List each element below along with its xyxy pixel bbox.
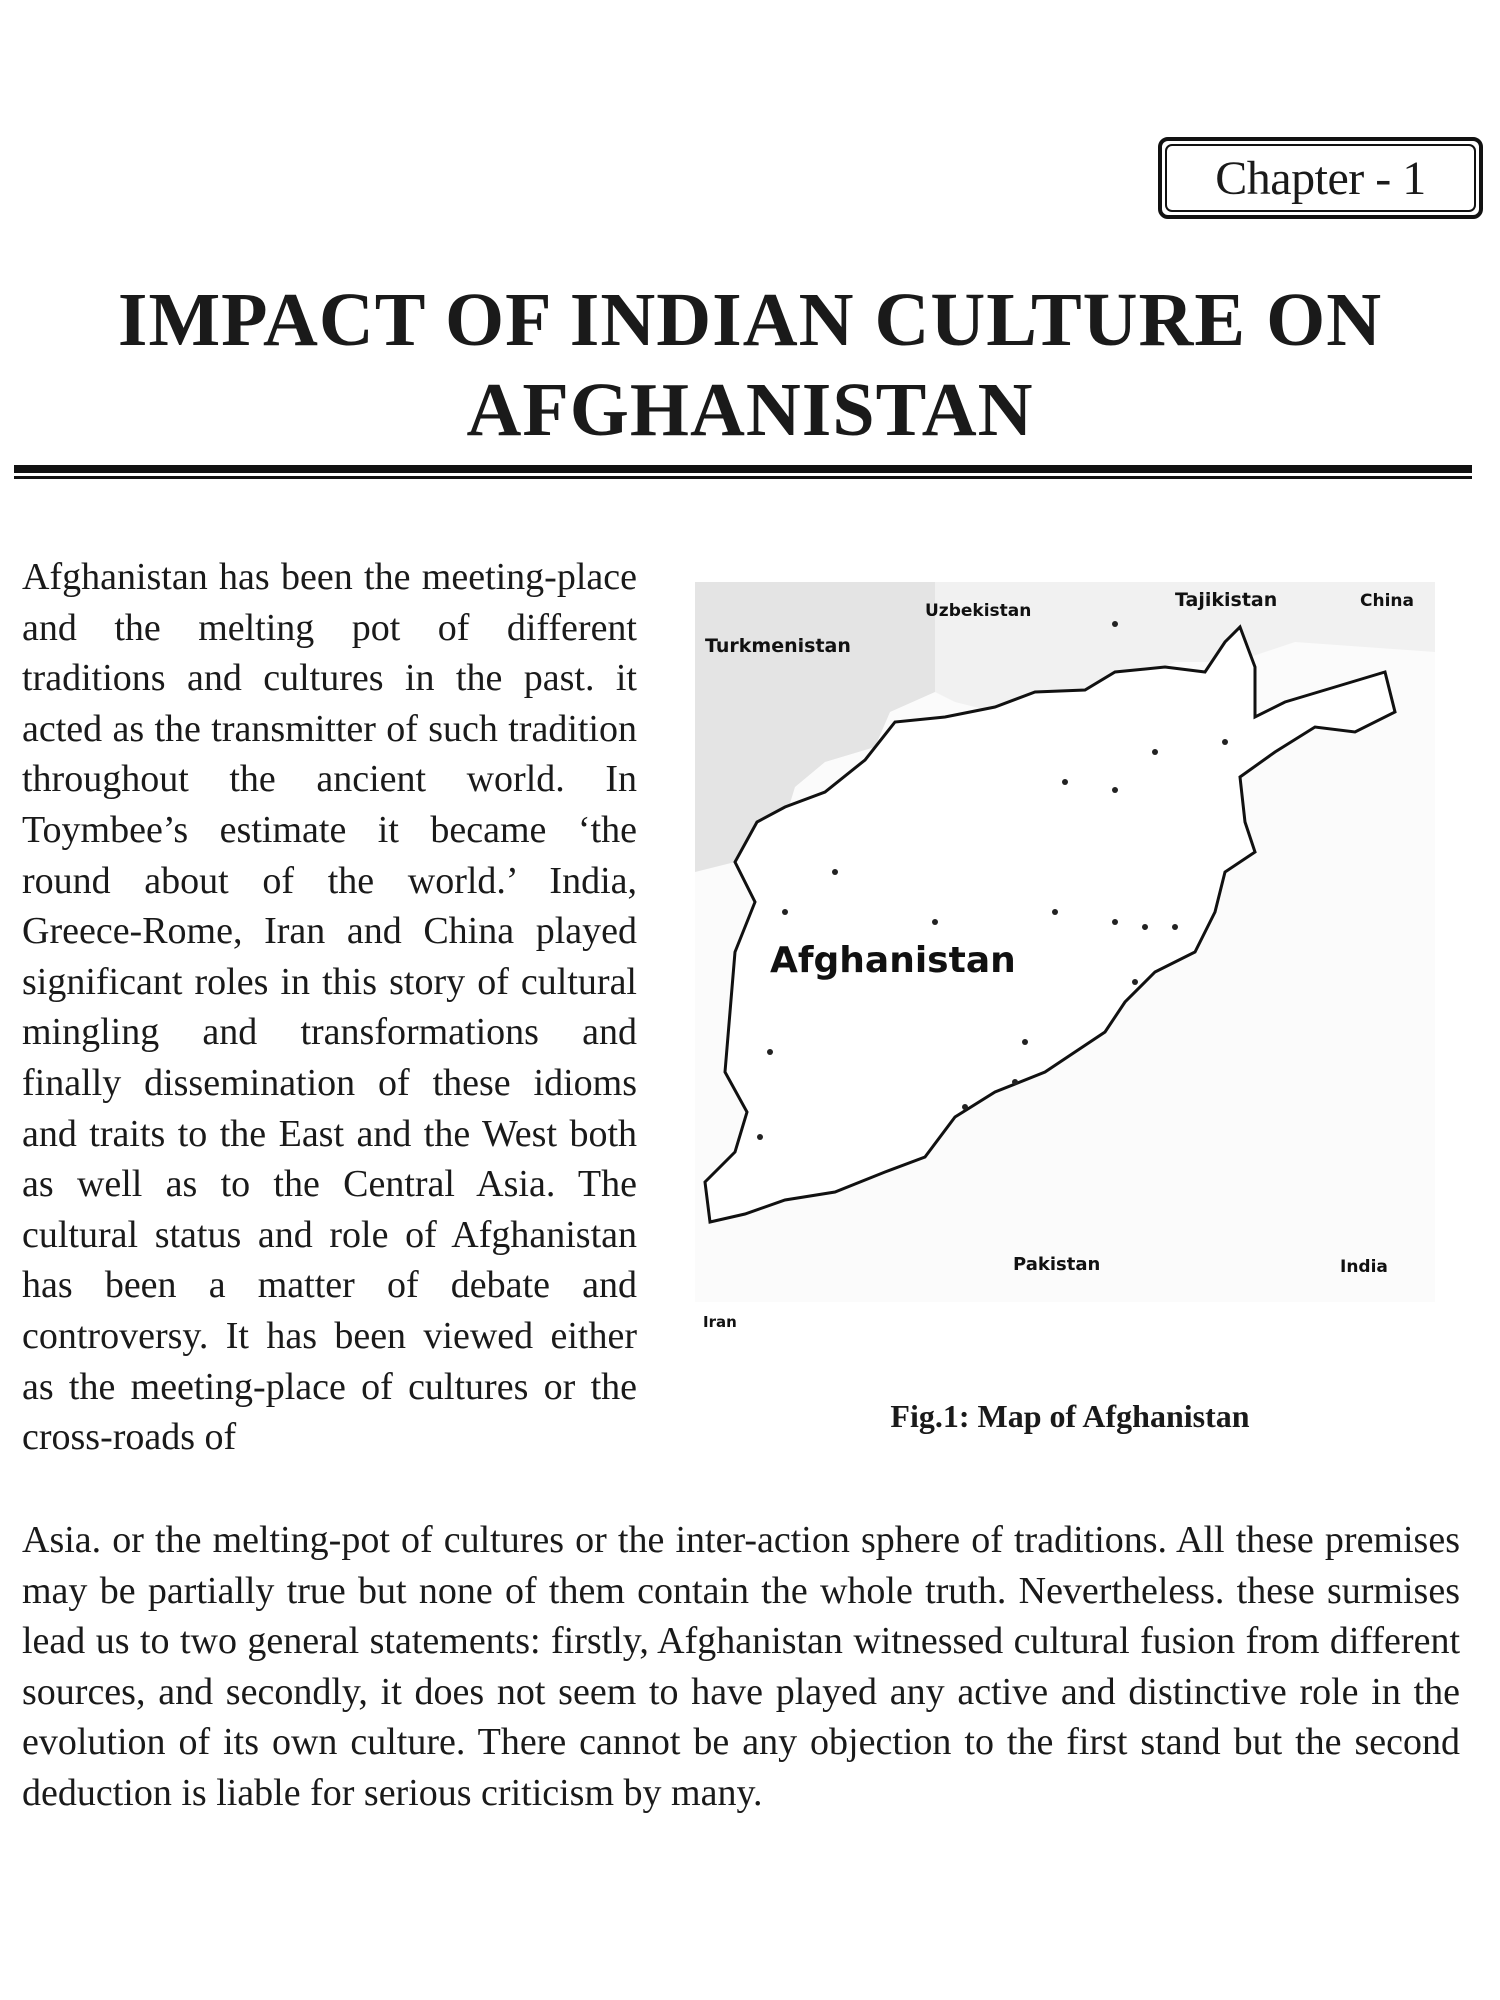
map-label-uzbekistan: Uzbekistan — [925, 601, 1032, 621]
chapter-badge — [1158, 137, 1483, 219]
figure-caption: Fig.1: Map of Afghanistan — [890, 1398, 1250, 1434]
afghanistan-map — [695, 572, 1435, 1370]
title-line-1: IMPACT OF INDIAN CULTURE ON — [117, 278, 1383, 362]
title-rule-thick — [14, 465, 1472, 473]
map-label-tajikistan: Tajikistan — [1175, 589, 1278, 611]
map-label-china: China — [1360, 591, 1414, 611]
body-paragraph-column: Afghanistan has been the meeting-place and the melting pot of different traditions and cultures in the past. it acted as the transmitter of such tradition throughout the ancient world. In Toymbee’s estimate it became ‘the round about of the world.’ India, Greece-Rome, Iran and China played significant roles in this story of cultural mingling and transformations and finally dissemination of these idioms and traits to the East and the West both as well as to the Central Asia. The cultural status and role of Afghanistan has been a matter of debate and controversy. It has been viewed either as the meeting-place of cultures or the cross-roads of — [22, 556, 637, 1459]
map-label-india: India — [1340, 1257, 1388, 1277]
chapter-label: Chapter - 1 — [1215, 151, 1426, 205]
map-label-turkmenistan: Turkmenistan — [705, 635, 851, 657]
page-title — [20, 275, 1480, 455]
title-rule-thin — [14, 476, 1472, 479]
map-label-afghanistan: Afghanistan — [770, 940, 1016, 981]
map-label-iran: Iran — [703, 1313, 737, 1331]
title-line-2: AFGHANISTAN — [466, 368, 1034, 452]
body-paragraph-full: Asia. or the melting-pot of cultures or the inter-action sphere of traditions. All these premises may be partially true but none of them contain the whole truth. Nevertheless. these surmises lead us to two general statements: firstly, Afghanistan witnessed cultural fusion from different sources, and secondly, it does not seem to have played any active and distinctive role in the evolution of its own culture. There cannot be any objection to the first stand but the second deduction is liable for serious criticism by many. — [22, 1519, 1460, 1814]
map-label-pakistan: Pakistan — [1013, 1254, 1101, 1275]
